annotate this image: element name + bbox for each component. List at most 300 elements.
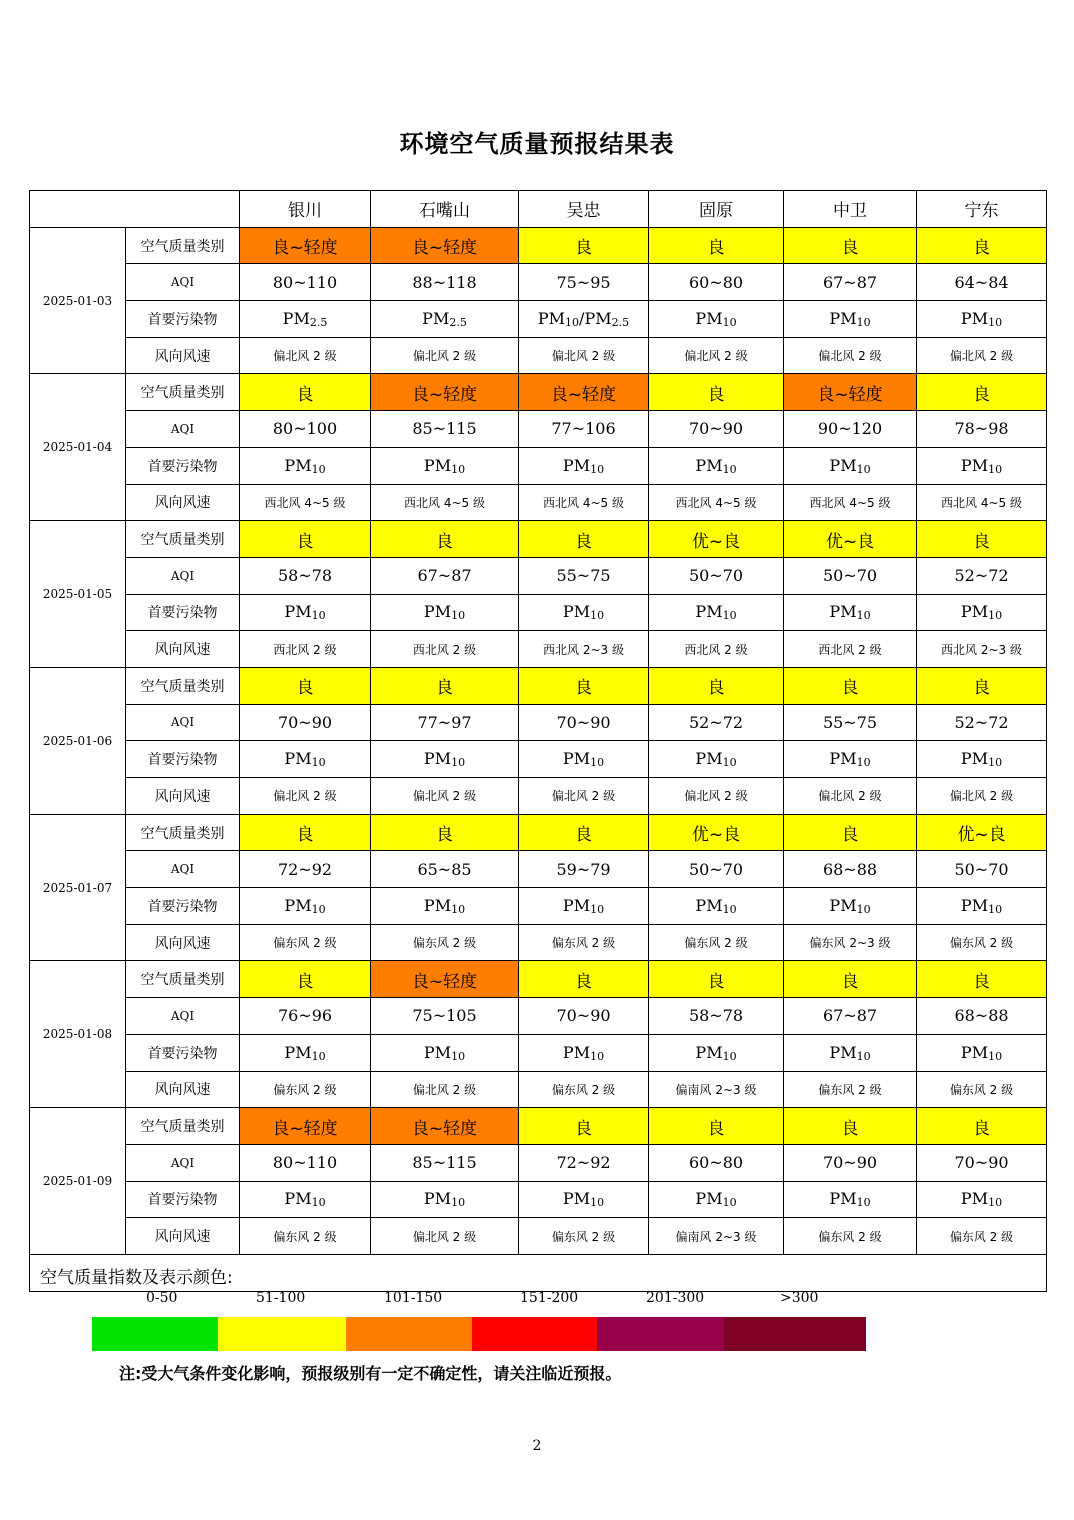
pollutant-name: PM [960, 308, 989, 328]
pollutant-name: PM [562, 895, 591, 915]
pollutant-subscript: 2.5 [309, 315, 328, 329]
row-label-wind: 风向风速 [126, 1218, 240, 1255]
pollutant-name: PM [829, 895, 857, 915]
wind-cell: 偏东风 2 级 [784, 1071, 917, 1108]
pollutant-name: PM [284, 1189, 312, 1209]
category-cell: 良 [784, 667, 917, 704]
wind-cell: 偏北风 2 级 [917, 337, 1047, 374]
pollutant-name: PM [422, 308, 450, 328]
category-cell: 良~轻度 [240, 1108, 371, 1145]
wind-cell: 西北风 4~5 级 [917, 484, 1047, 521]
pollutant-cell [519, 447, 649, 484]
wind-cell: 偏东风 2 级 [649, 924, 784, 961]
pollutant-cell [784, 301, 917, 338]
row-label-pollutant: 首要污染物 [126, 301, 240, 338]
category-cell: 良~轻度 [371, 961, 519, 998]
pollutant-cell [649, 594, 784, 631]
pollutant-name: PM [423, 749, 452, 769]
pollutant-name: PM [960, 749, 989, 769]
wind-cell: 偏北风 2 级 [519, 778, 649, 815]
category-row [30, 814, 1047, 851]
category-cell: 良 [371, 521, 519, 558]
aqi-row [30, 264, 1047, 301]
legend-range-label: 101-150 [384, 1289, 443, 1306]
category-cell: 优~良 [784, 521, 917, 558]
aqi-cell: 70~90 [649, 411, 784, 448]
pollutant-subscript: 10 [856, 756, 871, 770]
pollutant-name: PM [960, 1042, 989, 1062]
pollutant-row [30, 447, 1047, 484]
row-label-category: 空气质量类别 [126, 1108, 240, 1145]
city-header: 固原 [649, 191, 784, 228]
category-cell: 良 [240, 814, 371, 851]
pollutant-name: PM [423, 602, 452, 622]
pollutant-name: PM [695, 1189, 723, 1209]
legend-color-swatch [472, 1317, 598, 1351]
wind-cell: 西北风 4~5 级 [519, 484, 649, 521]
city-header: 宁东 [917, 191, 1047, 228]
category-cell: 良 [917, 227, 1047, 264]
wind-cell: 偏东风 2 级 [917, 1218, 1047, 1255]
pollutant-subscript: 10 [451, 1049, 466, 1063]
aqi-cell: 77~106 [519, 411, 649, 448]
city-header: 吴忠 [519, 191, 649, 228]
pollutant-name: PM [423, 1042, 452, 1062]
wind-cell: 偏北风 2 级 [649, 778, 784, 815]
wind-cell: 偏北风 2 级 [371, 1218, 519, 1255]
legend-color-swatch [346, 1317, 473, 1351]
pollutant-subscript: 10 [311, 462, 326, 476]
pollutant-cell [649, 447, 784, 484]
pollutant-subscript: 10 [856, 1049, 871, 1063]
aqi-cell: 76~96 [240, 998, 371, 1035]
category-cell: 良 [371, 667, 519, 704]
pollutant-name: PM [423, 1189, 452, 1209]
pollutant-name: PM [284, 455, 312, 475]
aqi-row [30, 557, 1047, 594]
pollutant-subscript: 10 [856, 315, 871, 329]
pollutant-row [30, 301, 1047, 338]
row-label-category: 空气质量类别 [126, 667, 240, 704]
wind-cell: 西北风 4~5 级 [240, 484, 371, 521]
pollutant-cell [240, 301, 371, 338]
city-header: 银川 [240, 191, 371, 228]
pollutant-subscript: 10 [451, 609, 466, 623]
wind-cell: 偏北风 2 级 [649, 337, 784, 374]
pollutant-name: PM [562, 1042, 591, 1062]
pollutant-subscript: 10 [311, 609, 326, 623]
row-label-category: 空气质量类别 [126, 227, 240, 264]
category-row [30, 961, 1047, 998]
page-number: 2 [532, 1438, 542, 1454]
date-cell: 2025-01-08 [30, 961, 126, 1108]
pollutant-name: PM [423, 895, 452, 915]
aqi-cell: 55~75 [784, 704, 917, 741]
aqi-cell: 58~78 [240, 557, 371, 594]
wind-cell: 偏东风 2 级 [519, 924, 649, 961]
category-cell: 良 [917, 1108, 1047, 1145]
pollutant-row [30, 741, 1047, 778]
wind-cell: 偏东风 2 级 [784, 1218, 917, 1255]
aqi-cell: 67~87 [371, 557, 519, 594]
pollutant-name: PM [960, 602, 989, 622]
wind-row [30, 924, 1047, 961]
pollutant-subscript: 10 [856, 609, 871, 623]
pollutant-subscript: 10 [722, 902, 737, 916]
category-cell: 良~轻度 [240, 227, 371, 264]
legend-range-label: 51-100 [256, 1289, 306, 1306]
pollutant-cell [649, 888, 784, 925]
aqi-cell: 50~70 [649, 557, 784, 594]
row-label-pollutant: 首要污染物 [126, 1034, 240, 1071]
category-cell: 良 [784, 227, 917, 264]
category-cell: 良 [519, 667, 649, 704]
legend-color-swatch [92, 1317, 219, 1351]
date-cell: 2025-01-05 [30, 521, 126, 668]
legend-color-swatch [724, 1317, 866, 1351]
category-cell: 优~良 [649, 814, 784, 851]
category-cell: 良~轻度 [371, 227, 519, 264]
wind-cell: 西北风 2 级 [240, 631, 371, 668]
aqi-cell: 68~88 [917, 998, 1047, 1035]
pollutant-cell [519, 1034, 649, 1071]
aqi-cell: 67~87 [784, 998, 917, 1035]
pollutant-cell [240, 594, 371, 631]
pollutant-subscript: 10 [722, 462, 737, 476]
pollutant-subscript: 10 [590, 609, 605, 623]
legend-range-label: 151-200 [520, 1289, 579, 1306]
row-label-pollutant: 首要污染物 [126, 447, 240, 484]
pollutant-cell [240, 1181, 371, 1218]
pollutant-row [30, 1181, 1047, 1218]
aqi-cell: 50~70 [649, 851, 784, 888]
pollutant-name: PM [537, 308, 566, 328]
aqi-cell: 70~90 [784, 1144, 917, 1181]
pollutant-subscript: 10 [988, 462, 1003, 476]
legend-range-label: 0-50 [146, 1289, 178, 1306]
pollutant-name: PM [282, 308, 310, 328]
pollutant-subscript: 10 [722, 609, 737, 623]
pollutant-cell [784, 594, 917, 631]
category-cell: 良 [649, 227, 784, 264]
wind-row [30, 337, 1047, 374]
pollutant-cell [371, 741, 519, 778]
forecast-table [29, 190, 1047, 1306]
pollutant-subscript: 10 [722, 1049, 737, 1063]
category-cell: 良 [917, 374, 1047, 411]
pollutant-cell [649, 301, 784, 338]
aqi-cell: 59~79 [519, 851, 649, 888]
pollutant-subscript: 10 [722, 1196, 737, 1210]
category-row [30, 1108, 1047, 1145]
row-label-aqi: AQI [126, 264, 240, 301]
wind-cell: 偏东风 2 级 [917, 1071, 1047, 1108]
row-label-wind: 风向风速 [126, 484, 240, 521]
aqi-cell: 88~118 [371, 264, 519, 301]
header-corner [30, 191, 240, 228]
category-cell: 良 [784, 814, 917, 851]
pollutant-subscript: 10 [311, 1196, 326, 1210]
wind-row [30, 778, 1047, 815]
pollutant-subscript: 10 [590, 1196, 605, 1210]
aqi-row [30, 998, 1047, 1035]
category-cell: 良 [519, 521, 649, 558]
aqi-row [30, 704, 1047, 741]
pollutant-cell [371, 301, 519, 338]
date-cell: 2025-01-04 [30, 374, 126, 521]
aqi-cell: 75~105 [371, 998, 519, 1035]
row-label-aqi: AQI [126, 411, 240, 448]
header-row [30, 191, 1047, 228]
row-label-category: 空气质量类别 [126, 961, 240, 998]
category-cell: 良 [519, 814, 649, 851]
pollutant-cell [240, 741, 371, 778]
legend-cell [30, 1254, 1047, 1306]
row-label-wind: 风向风速 [126, 631, 240, 668]
aqi-cell: 70~90 [519, 998, 649, 1035]
aqi-cell: 72~92 [519, 1144, 649, 1181]
row-label-aqi: AQI [126, 851, 240, 888]
aqi-cell: 77~97 [371, 704, 519, 741]
wind-cell: 偏北风 2 级 [240, 778, 371, 815]
aqi-row [30, 1144, 1047, 1181]
row-label-pollutant: 首要污染物 [126, 594, 240, 631]
pollutant-cell [519, 594, 649, 631]
aqi-cell: 52~72 [649, 704, 784, 741]
pollutant-subscript: 10 [988, 609, 1003, 623]
row-label-category: 空气质量类别 [126, 521, 240, 558]
date-cell: 2025-01-09 [30, 1108, 126, 1255]
pollutant-subscript: 10 [988, 756, 1003, 770]
wind-cell: 西北风 2~3 级 [917, 631, 1047, 668]
wind-cell: 偏东风 2 级 [519, 1071, 649, 1108]
aqi-cell: 80~110 [240, 264, 371, 301]
wind-cell: 西北风 2 级 [649, 631, 784, 668]
row-label-category: 空气质量类别 [126, 814, 240, 851]
wind-cell: 偏北风 2 级 [784, 337, 917, 374]
legend-range-label: 201-300 [646, 1289, 705, 1306]
legend-range-label: >300 [780, 1289, 819, 1306]
pollutant-cell [371, 447, 519, 484]
wind-cell: 西北风 2 级 [371, 631, 519, 668]
pollutant-subscript: 10 [988, 315, 1003, 329]
aqi-cell: 65~85 [371, 851, 519, 888]
legend-color-swatch [597, 1317, 725, 1351]
category-cell: 良 [240, 667, 371, 704]
wind-cell: 偏北风 2 级 [240, 337, 371, 374]
pollutant-cell [784, 447, 917, 484]
wind-cell: 偏北风 2 级 [917, 778, 1047, 815]
pollutant-subscript: 10 [311, 1049, 326, 1063]
row-label-aqi: AQI [126, 557, 240, 594]
pollutant-name: PM [829, 455, 857, 475]
aqi-cell: 90~120 [784, 411, 917, 448]
category-row [30, 227, 1047, 264]
wind-cell: 偏东风 2 级 [240, 924, 371, 961]
pollutant-name: PM [960, 1189, 989, 1209]
pollutant-subscript: 10 [856, 1196, 871, 1210]
wind-cell: 西北风 4~5 级 [649, 484, 784, 521]
aqi-cell: 80~110 [240, 1144, 371, 1181]
pollutant-row [30, 594, 1047, 631]
pollutant-cell [371, 888, 519, 925]
row-label-wind: 风向风速 [126, 1071, 240, 1108]
wind-cell: 偏东风 2 级 [240, 1071, 371, 1108]
aqi-cell: 64~84 [917, 264, 1047, 301]
date-cell: 2025-01-06 [30, 667, 126, 814]
pollutant-subscript: 10 [988, 902, 1003, 916]
date-cell: 2025-01-03 [30, 227, 126, 374]
category-cell: 良 [519, 1108, 649, 1145]
wind-row [30, 631, 1047, 668]
legend-color-swatch [218, 1317, 347, 1351]
category-cell: 良 [371, 814, 519, 851]
aqi-cell: 80~100 [240, 411, 371, 448]
aqi-cell: 72~92 [240, 851, 371, 888]
category-cell: 良 [784, 1108, 917, 1145]
aqi-cell: 60~80 [649, 1144, 784, 1181]
aqi-cell: 70~90 [240, 704, 371, 741]
wind-cell: 西北风 4~5 级 [784, 484, 917, 521]
row-label-wind: 风向风速 [126, 337, 240, 374]
aqi-cell: 78~98 [917, 411, 1047, 448]
pollutant-cell [519, 741, 649, 778]
pollutant-subscript: 10 [988, 1196, 1003, 1210]
pollutant-name: PM [562, 455, 591, 475]
city-header: 石嘴山 [371, 191, 519, 228]
pollutant-subscript: 10 [311, 756, 326, 770]
pollutant-cell [917, 741, 1047, 778]
aqi-cell: 50~70 [917, 851, 1047, 888]
category-cell: 优~良 [917, 814, 1047, 851]
row-label-pollutant: 首要污染物 [126, 888, 240, 925]
pollutant-cell [649, 1181, 784, 1218]
wind-row [30, 1218, 1047, 1255]
pollutant-subscript: 10 [451, 902, 466, 916]
aqi-cell: 55~75 [519, 557, 649, 594]
aqi-cell: 85~115 [371, 411, 519, 448]
aqi-cell: 50~70 [784, 557, 917, 594]
row-label-aqi: AQI [126, 1144, 240, 1181]
pollutant-cell [917, 594, 1047, 631]
wind-cell: 偏东风 2 级 [240, 1218, 371, 1255]
aqi-cell: 70~90 [519, 704, 649, 741]
wind-cell: 偏北风 2 级 [371, 778, 519, 815]
pollutant-name: PM [695, 602, 723, 622]
aqi-cell: 60~80 [649, 264, 784, 301]
pollutant-name: PM [829, 1042, 857, 1062]
pollutant-name: PM [829, 308, 857, 328]
category-cell: 良 [649, 961, 784, 998]
pollutant-cell [649, 1034, 784, 1071]
wind-cell: 偏北风 2 级 [371, 337, 519, 374]
aqi-cell: 67~87 [784, 264, 917, 301]
pollutant-cell [240, 888, 371, 925]
aqi-cell: 75~95 [519, 264, 649, 301]
pollutant-cell [649, 741, 784, 778]
pollutant-name: PM [695, 749, 723, 769]
pollutant-cell [917, 1034, 1047, 1071]
category-cell: 良 [519, 961, 649, 998]
wind-row [30, 1071, 1047, 1108]
pollutant-name: PM [829, 602, 857, 622]
pollutant-subscript: 10 [722, 315, 737, 329]
pollutant-cell [519, 1181, 649, 1218]
category-cell: 良 [240, 961, 371, 998]
category-cell: 良 [240, 521, 371, 558]
wind-cell: 偏南风 2~3 级 [649, 1218, 784, 1255]
category-cell: 良 [784, 961, 917, 998]
pollutant-name: PM [423, 455, 452, 475]
wind-cell: 西北风 2~3 级 [519, 631, 649, 668]
aqi-row [30, 411, 1047, 448]
pollutant-subscript: 2.5 [611, 315, 630, 329]
pollutant-subscript: 10 [451, 1196, 466, 1210]
pollutant-subscript: 10 [451, 462, 466, 476]
pollutant-subscript: 10 [722, 756, 737, 770]
pollutant-subscript: 2.5 [449, 315, 467, 329]
wind-cell: 偏北风 2 级 [784, 778, 917, 815]
pollutant-name: PM [284, 1042, 312, 1062]
pollutant-cell [784, 888, 917, 925]
aqi-cell: 58~78 [649, 998, 784, 1035]
wind-cell: 偏南风 2~3 级 [649, 1071, 784, 1108]
category-cell: 良~轻度 [371, 1108, 519, 1145]
wind-cell: 偏北风 2 级 [371, 1071, 519, 1108]
pollutant-name: PM [562, 749, 591, 769]
pollutant-name: PM [284, 602, 312, 622]
forecast-note: 注:受大气条件变化影响，预报级别有一定不确定性，请关注临近预报。 [119, 1364, 622, 1383]
pollutant-cell [784, 741, 917, 778]
pollutant-name: /PM [579, 308, 612, 328]
category-row [30, 374, 1047, 411]
pollutant-name: PM [562, 1189, 591, 1209]
pollutant-name: PM [695, 1042, 723, 1062]
pollutant-name: PM [284, 895, 312, 915]
pollutant-subscript: 10 [590, 462, 605, 476]
pollutant-name: PM [562, 602, 591, 622]
aqi-row [30, 851, 1047, 888]
category-cell: 良 [917, 667, 1047, 704]
pollutant-cell [371, 1181, 519, 1218]
pollutant-name: PM [695, 895, 723, 915]
category-cell: 良 [240, 374, 371, 411]
row-label-wind: 风向风速 [126, 778, 240, 815]
aqi-cell: 52~72 [917, 557, 1047, 594]
pollutant-cell [784, 1034, 917, 1071]
legend-row [30, 1254, 1047, 1291]
pollutant-name: PM [695, 455, 723, 475]
legend-title: 空气质量指数及表示颜色: [40, 1267, 233, 1288]
category-cell: 良 [917, 961, 1047, 998]
pollutant-cell [240, 447, 371, 484]
wind-cell: 西北风 2 级 [784, 631, 917, 668]
pollutant-name: PM [695, 308, 723, 328]
aqi-cell: 85~115 [371, 1144, 519, 1181]
pollutant-subscript: 10 [451, 756, 466, 770]
pollutant-subscript: 10 [590, 902, 605, 916]
pollutant-name: PM [829, 1189, 857, 1209]
category-cell: 良 [917, 521, 1047, 558]
row-label-category: 空气质量类别 [126, 374, 240, 411]
pollutant-subscript: 10 [590, 756, 605, 770]
pollutant-name: PM [829, 749, 857, 769]
wind-cell: 偏东风 2 级 [917, 924, 1047, 961]
pollutant-cell [917, 301, 1047, 338]
pollutant-name: PM [284, 749, 312, 769]
wind-cell: 西北风 4~5 级 [371, 484, 519, 521]
pollutant-cell [917, 447, 1047, 484]
